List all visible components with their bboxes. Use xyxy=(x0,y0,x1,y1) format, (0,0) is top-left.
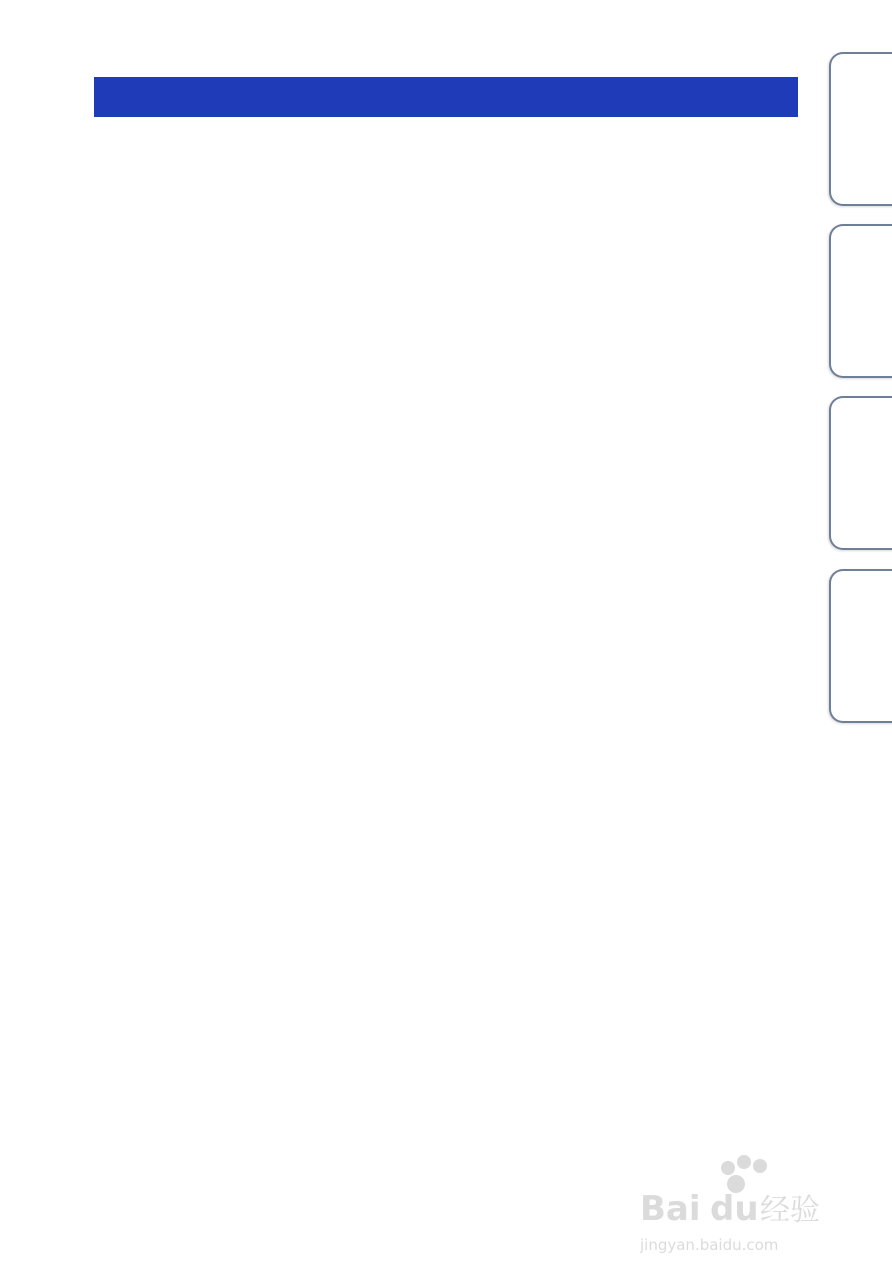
baidu-watermark xyxy=(640,1150,840,1270)
svg-text:经验: 经验 xyxy=(760,1193,820,1228)
tab-index[interactable] xyxy=(829,569,892,723)
svg-text:Bai: Bai xyxy=(640,1189,701,1229)
page-content xyxy=(94,52,798,131)
svg-text:jingyan.baidu.com: jingyan.baidu.com xyxy=(640,1236,779,1254)
tab-contents[interactable] xyxy=(829,52,892,206)
tab-operation-search[interactable] xyxy=(829,224,892,378)
tab-menu-settings-search[interactable] xyxy=(829,396,892,550)
svg-text:du: du xyxy=(710,1189,759,1229)
section-banner xyxy=(94,77,798,117)
